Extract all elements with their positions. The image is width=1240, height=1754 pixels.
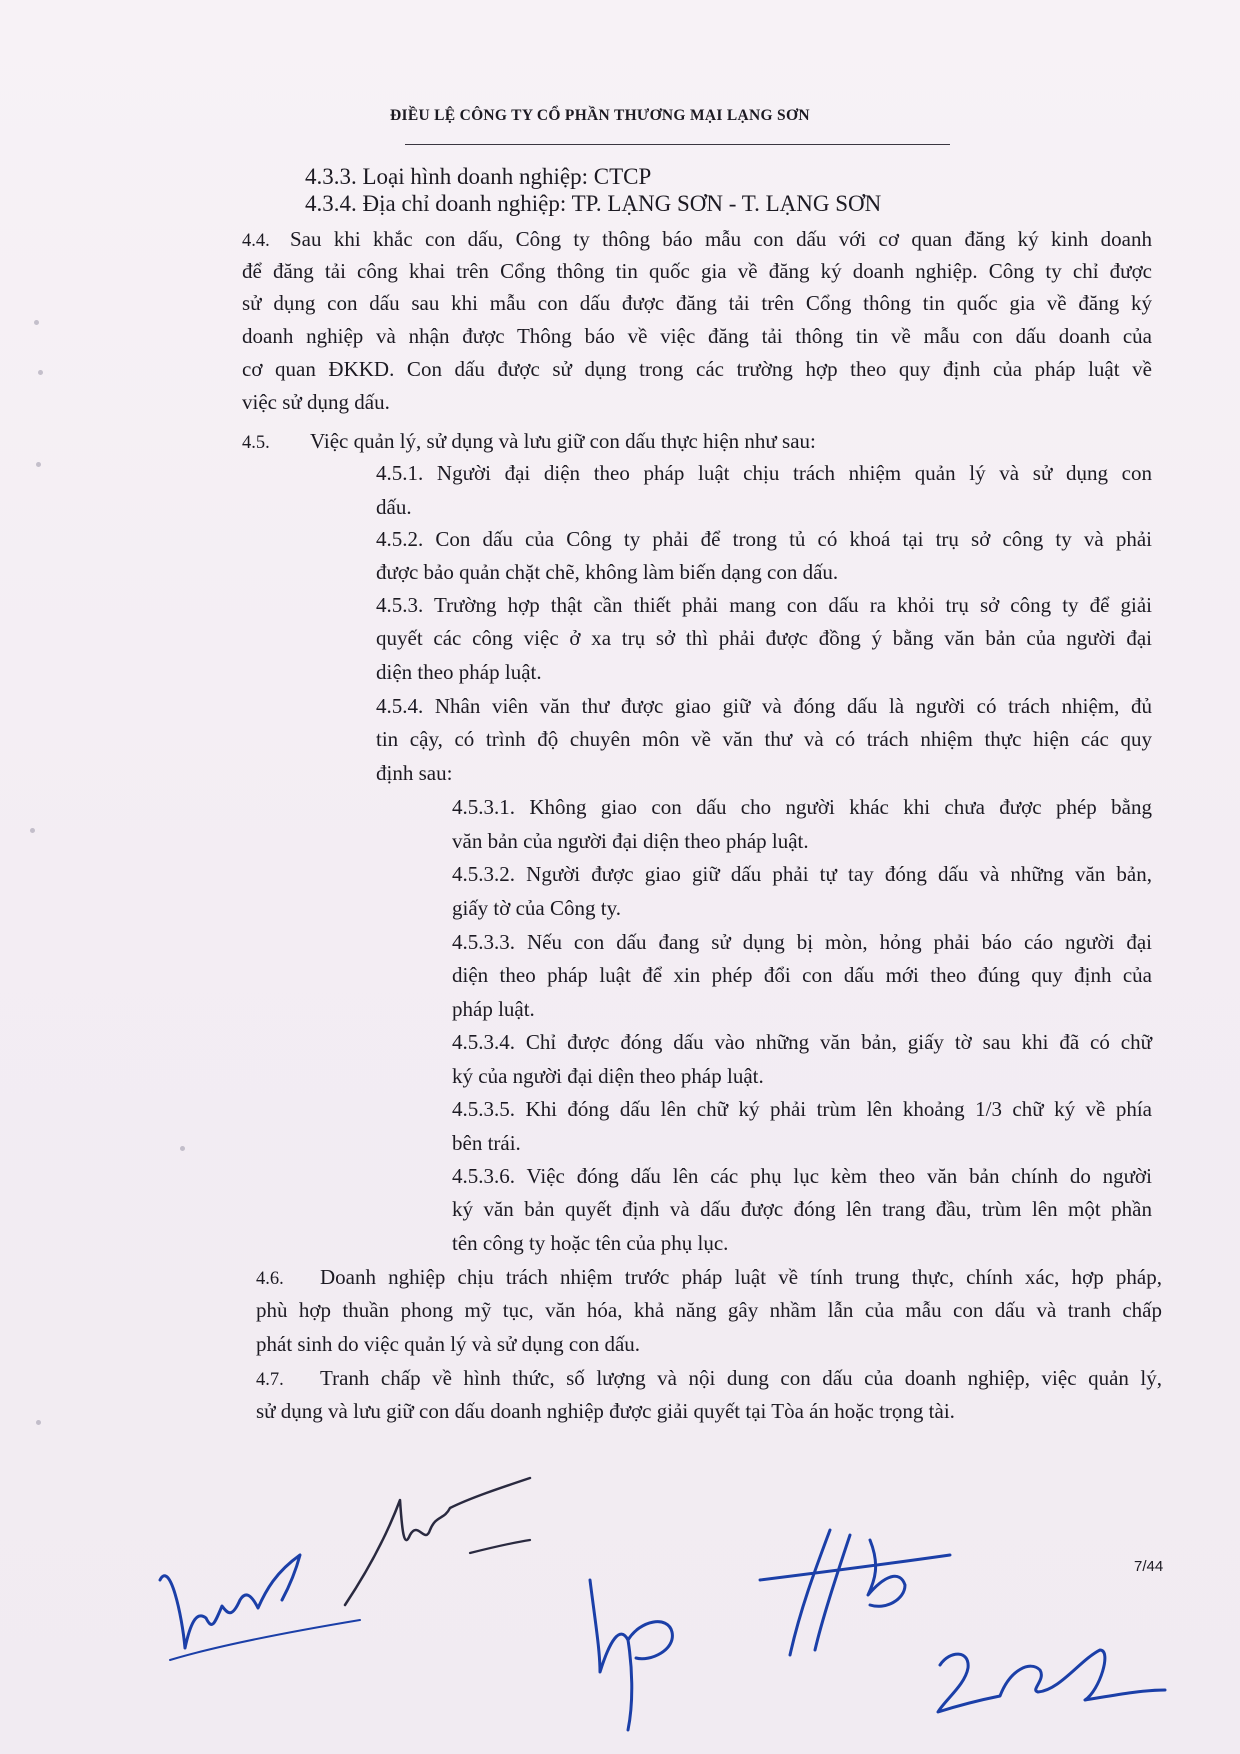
- section-number-4-4: 4.4.: [242, 231, 270, 251]
- para-4-4-line: sử dụng con dấu sau khi mẫu con dấu được đăng tải trên Cổng thông tin quốc gia về đăng ký: [242, 291, 1152, 315]
- para-4-4-line: Sau khi khắc con dấu, Công ty thông báo mẫu con dấu với cơ quan đăng ký kinh doanh: [290, 227, 1152, 251]
- para-4-5: Việc quản lý, sử dụng và lưu giữ con dấu thực hiện như sau:: [310, 429, 816, 453]
- item-4-5-2-line: 4.5.2. Con dấu của Công ty phải để trong tủ có khoá tại trụ sở công ty và phải: [376, 527, 1152, 551]
- item-4-3-4: 4.3.4. Địa chỉ doanh nghiệp: TP. LẠNG SƠN - T. LẠNG SƠN: [305, 191, 882, 216]
- para-4-7-line: sử dụng và lưu giữ con dấu doanh nghiệp được giải quyết tại Tòa án hoặc trọng tài.: [256, 1399, 955, 1423]
- item-4-5-3-4-line: 4.5.3.4. Chỉ được đóng dấu vào những văn bản, giấy tờ sau khi đã có chữ: [452, 1030, 1152, 1054]
- para-4-7-line: Tranh chấp về hình thức, số lượng và nội dung con dấu của doanh nghiệp, việc quản lý,: [320, 1366, 1162, 1390]
- para-4-6-line: phù hợp thuần phong mỹ tục, văn hóa, khả năng gây nhầm lẫn của mẫu con dấu và tranh chấp: [256, 1298, 1162, 1322]
- para-4-4-line: doanh nghiệp và nhận được Thông báo về việc đăng tải thông tin về mẫu con dấu doanh của: [242, 324, 1152, 348]
- item-4-3-3: 4.3.3. Loại hình doanh nghiệp: CTCP: [305, 164, 652, 189]
- item-4-5-3-6-line: ký văn bản quyết định và dấu được đóng lên trang đầu, trùm lên một phần: [452, 1197, 1152, 1221]
- signature-initial-center-left: [345, 1478, 530, 1605]
- item-4-5-3-line: quyết các công việc ở xa trụ sở thì phải được đồng ý bằng văn bản của người đại: [376, 626, 1152, 650]
- section-number-4-7: 4.7.: [256, 1370, 284, 1390]
- item-4-5-1-line: 4.5.1. Người đại diện theo pháp luật chịu trách nhiệm quản lý và sử dụng con: [376, 461, 1152, 485]
- para-4-6-line: phát sinh do việc quản lý và sử dụng con dấu.: [256, 1332, 641, 1356]
- item-4-5-3-1-line: văn bản của người đại diện theo pháp luật.: [452, 829, 809, 853]
- page-number: 7/44: [1134, 1558, 1164, 1575]
- item-4-5-4-line: định sau:: [376, 761, 453, 785]
- item-4-5-3-line: 4.5.3. Trường hợp thật cần thiết phải mang con dấu ra khỏi trụ sở công ty để giải: [376, 593, 1152, 617]
- item-4-5-4-line: 4.5.4. Nhân viên văn thư được giao giữ và đóng dấu là người có trách nhiệm, đủ: [376, 694, 1152, 718]
- item-4-5-3-3-line: pháp luật.: [452, 997, 535, 1021]
- signature-date: [938, 1650, 1165, 1712]
- item-4-5-3-4-line: ký của người đại diện theo pháp luật.: [452, 1064, 764, 1088]
- item-4-5-3-6-line: tên công ty hoặc tên của phụ lục.: [452, 1231, 729, 1255]
- item-4-5-3-1-line: 4.5.3.1. Không giao con dấu cho người khác khi chưa được phép bằng: [452, 795, 1152, 819]
- signature-underline-left: [170, 1620, 360, 1660]
- item-4-5-4-line: tin cậy, có trình độ chuyên môn về văn thư và có trách nhiệm thực hiện các quy: [376, 727, 1152, 751]
- para-4-4-line: để đăng tải công khai trên Cổng thông tin quốc gia về đăng ký doanh nghiệp. Công ty chỉ được: [242, 259, 1152, 283]
- para-4-4-line: cơ quan ĐKKD. Con dấu được sử dụng trong các trường hợp theo quy định của pháp luật về: [242, 357, 1152, 381]
- signature-main: [760, 1530, 950, 1655]
- item-4-5-2-line: được bảo quản chặt chẽ, không làm biến dạng con dấu.: [376, 560, 839, 584]
- para-4-4-line: việc sử dụng dấu.: [242, 390, 390, 414]
- item-4-5-3-5-line: bên trái.: [452, 1131, 521, 1155]
- signature-dash: [470, 1540, 530, 1553]
- document-header: ĐIỀU LỆ CÔNG TY CỔ PHẦN THƯƠNG MẠI LẠNG SƠN: [390, 107, 810, 124]
- section-number-4-6: 4.6.: [256, 1269, 284, 1289]
- item-4-5-3-3-line: 4.5.3.3. Nếu con dấu đang sử dụng bị mòn, hỏng phải báo cáo người đại: [452, 930, 1152, 954]
- section-number-4-5: 4.5.: [242, 433, 270, 453]
- item-4-5-3-5-line: 4.5.3.5. Khi đóng dấu lên chữ ký phải trùm lên khoảng 1/3 chữ ký về phía: [452, 1097, 1152, 1121]
- item-4-5-3-line: diện theo pháp luật.: [376, 660, 542, 684]
- item-4-5-3-2-line: giấy tờ của Công ty.: [452, 896, 621, 920]
- item-4-5-3-2-line: 4.5.3.2. Người được giao giữ dấu phải tự tay đóng dấu và những văn bản,: [452, 862, 1152, 886]
- item-4-5-1-line: dấu.: [376, 495, 412, 519]
- item-4-5-3-6-line: 4.5.3.6. Việc đóng dấu lên các phụ lục kèm theo văn bản chính do người: [452, 1164, 1152, 1188]
- signature-initial-center: [590, 1580, 672, 1730]
- item-4-5-3-3-line: diện theo pháp luật để xin phép đổi con dấu mới theo đúng quy định của: [452, 963, 1152, 987]
- para-4-6-line: Doanh nghiệp chịu trách nhiệm trước pháp luật về tính trung thực, chính xác, hợp pháp,: [320, 1265, 1162, 1289]
